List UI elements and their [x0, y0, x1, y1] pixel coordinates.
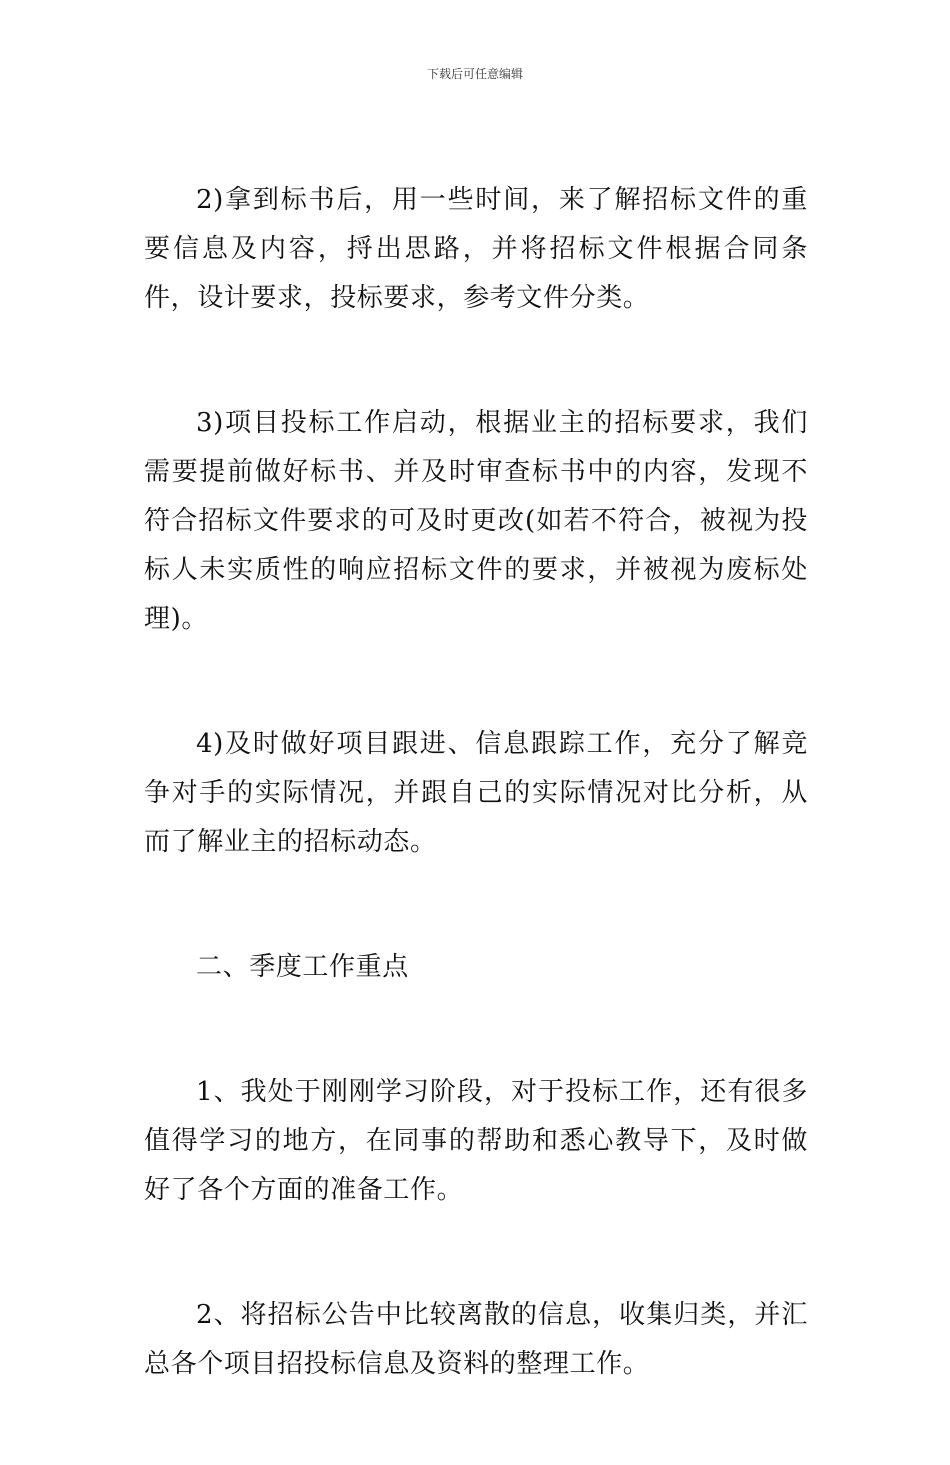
paragraph-section2-item-2: 2、将招标公告中比较离散的信息，收集归类，并汇总各个项目招投标信息及资料的整理工作。: [144, 1300, 808, 1379]
page-header: 下载后可任意编辑: [426, 67, 523, 81]
paragraph-section2-item-1: 1、我处于刚刚学习阶段，对于投标工作，还有很多值得学习的地方，在同事的帮助和悉心教导下，及时做好了各个方面的准备工作。: [144, 1077, 808, 1205]
section-heading: 二、季度工作重点: [196, 952, 409, 982]
paragraph-item-2: 2)拿到标书后，用一些时间，来了解招标文件的重要信息及内容，捋出思路，并将招标文件根据合同条件，设计要求，投标要求，参考文件分类。: [144, 185, 808, 313]
paragraph-item-3: 3)项目投标工作启动，根据业主的招标要求，我们需要提前做好标书、并及时审查标书中的内容，发现不符合招标文件要求的可及时更改(如若不符合，被视为投标人未实质性的响应招标文件的要求，并被视为废标处理)。: [144, 408, 808, 634]
document-body: [144, 176, 808, 1465]
paragraph-item-4: 4)及时做好项目跟进、信息跟踪工作，充分了解竞争对手的实际情况，并跟自己的实际情况对比分析，从而了解业主的招标动态。: [144, 729, 808, 857]
